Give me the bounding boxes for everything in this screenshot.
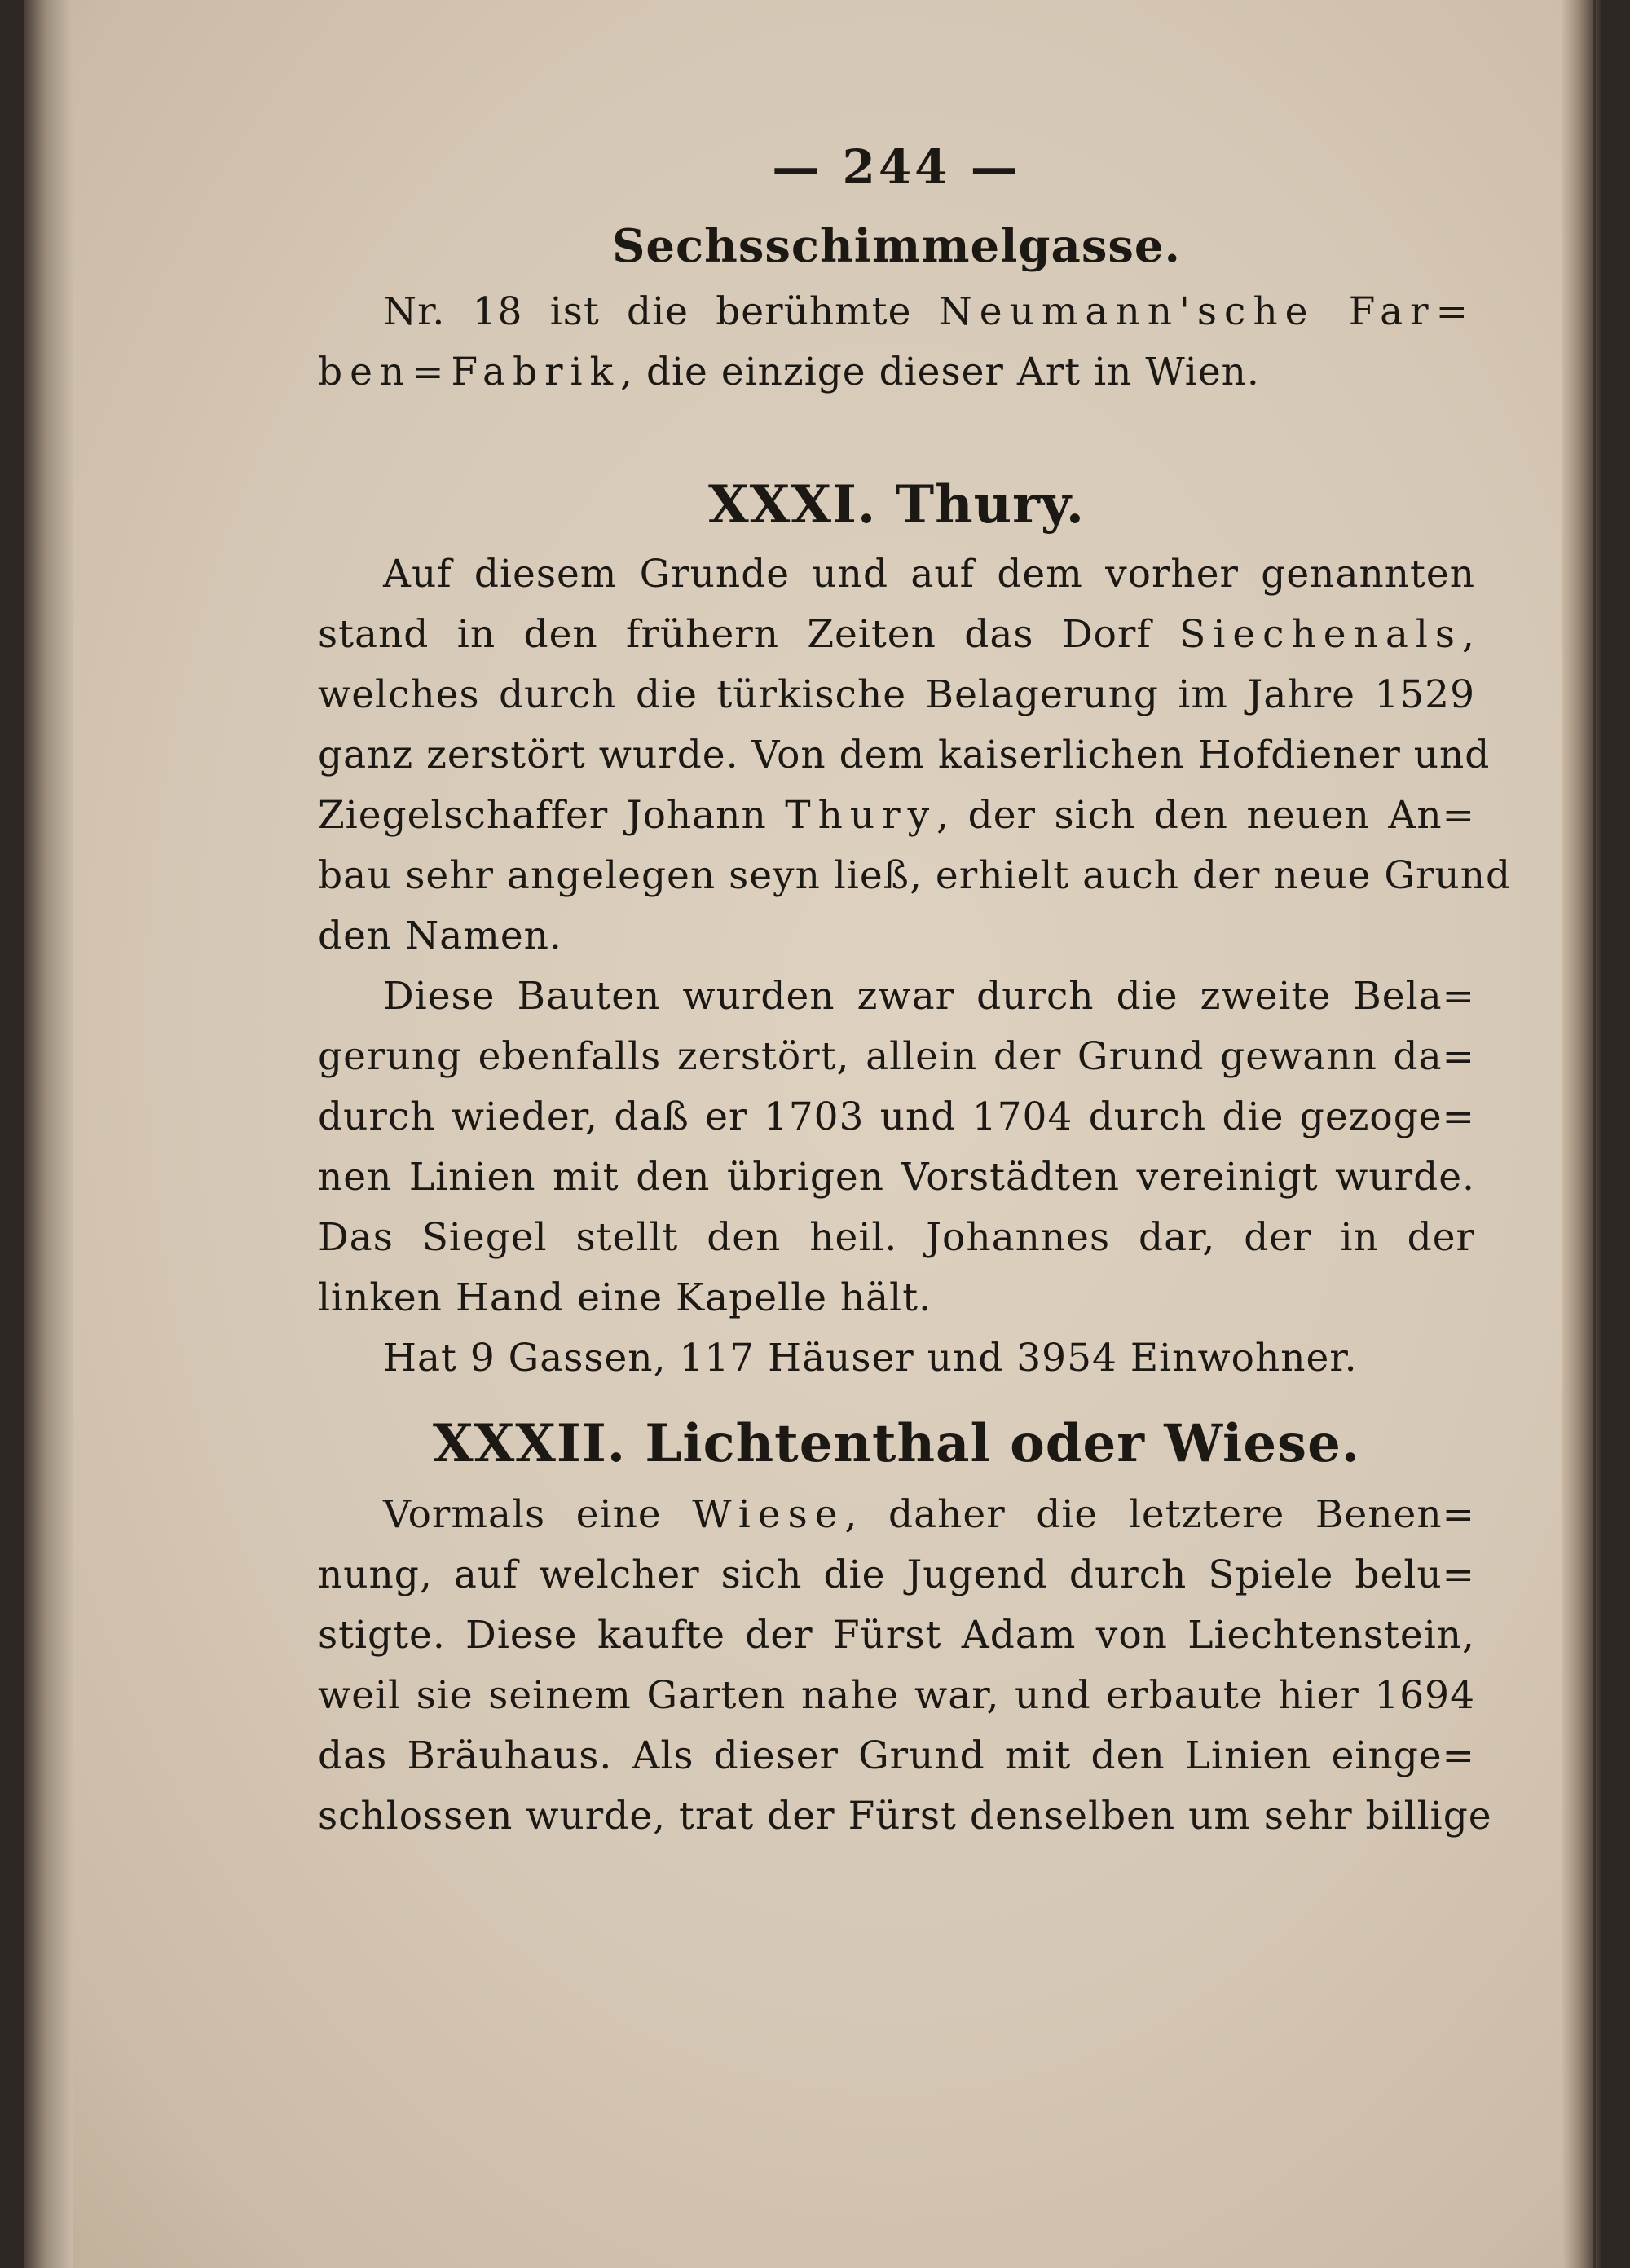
paragraph-line — [318, 342, 1475, 403]
page-edge-line — [1593, 0, 1596, 2268]
spaced-name: Wiese — [692, 1492, 845, 1537]
text-run: Vormals eine — [383, 1492, 693, 1537]
spaced-name: Neumann'sche Far= — [938, 289, 1475, 334]
book-page — [24, 0, 1601, 2268]
paragraph-line: nen Linien mit den übrigen Vorstädten vereinigt wurde. — [318, 1155, 1475, 1200]
section-heading: XXXI. Thury. — [708, 474, 1085, 535]
paragraph-line: Diese Bauten wurden zwar durch die zweite Bela= — [383, 974, 1475, 1019]
text-run: Ziegelschaffer Johann — [318, 793, 786, 838]
text-run: , die einzige dieser Art in Wien. — [620, 350, 1260, 394]
text-run: , der sich den neuen An= — [936, 793, 1475, 838]
text-run: stand in den frühern Zeiten das Dorf — [318, 612, 1180, 657]
paragraph-line: nung, auf welcher sich die Jugend durch Spiele belu= — [318, 1552, 1475, 1597]
paragraph-line: durch wieder, daß er 1703 und 1704 durch die gezoge= — [318, 1094, 1475, 1139]
paragraph-line: ganz zerstört wurde. Von dem kaiserlichen Hofdiener und — [318, 733, 1491, 777]
section-32 — [318, 1403, 1492, 1847]
paragraph-line: gerung ebenfalls zerstört, allein der Grund gewann da= — [318, 1034, 1475, 1079]
paragraph-line: bau sehr angelegen seyn ließ, erhielt auch der neue Grund — [318, 853, 1512, 898]
text-run: , — [1462, 612, 1475, 657]
text-run: , daher die letztere Benen= — [844, 1492, 1475, 1537]
paragraph-line — [318, 1485, 1475, 1545]
paragraph-line: weil sie seinem Garten nahe war, und erbaute hier 1694 — [318, 1673, 1475, 1718]
paragraph-line: das Bräuhaus. Als dieser Grund mit den Linien einge= — [318, 1733, 1475, 1778]
spaced-name: ben=Fabrik — [318, 350, 621, 394]
paragraph-line: welches durch die türkische Belagerung im Jahre 1529 — [318, 672, 1475, 717]
spaced-name: Siechenals — [1179, 612, 1463, 657]
street-heading: Sechsschimmelgasse. — [611, 219, 1182, 273]
paragraph-line: linken Hand eine Kapelle hält. — [318, 1275, 932, 1320]
paragraph-line: stigte. Diese kaufte der Fürst Adam von Liechtenstein, — [318, 1613, 1475, 1658]
section-31 — [318, 466, 1512, 1389]
spaced-name: Thury — [785, 793, 937, 838]
page-header — [318, 137, 1475, 197]
paragraph-line: Hat 9 Gassen, 117 Häuser und 3954 Einwohner. — [383, 1336, 1358, 1381]
paragraph-line: Auf diesem Grunde und auf dem vorher genannten — [383, 552, 1475, 597]
paragraph-line: den Namen. — [318, 914, 562, 958]
street-entry — [318, 214, 1475, 403]
paragraph-line — [318, 786, 1475, 846]
paragraph-line: Das Siegel stellt den heil. Johannes dar, der in der — [318, 1215, 1475, 1260]
page-number: — 244 — — [772, 139, 1021, 195]
book-gutter — [24, 0, 73, 2268]
paragraph-line — [318, 605, 1475, 665]
paragraph-line: schlossen wurde, trat der Fürst denselben um sehr billige — [318, 1794, 1492, 1839]
text-run: Nr. 18 ist die berühmte — [383, 289, 939, 334]
paragraph-line — [318, 282, 1475, 342]
section-heading: XXXII. Lichtenthal oder Wiese. — [432, 1413, 1361, 1474]
